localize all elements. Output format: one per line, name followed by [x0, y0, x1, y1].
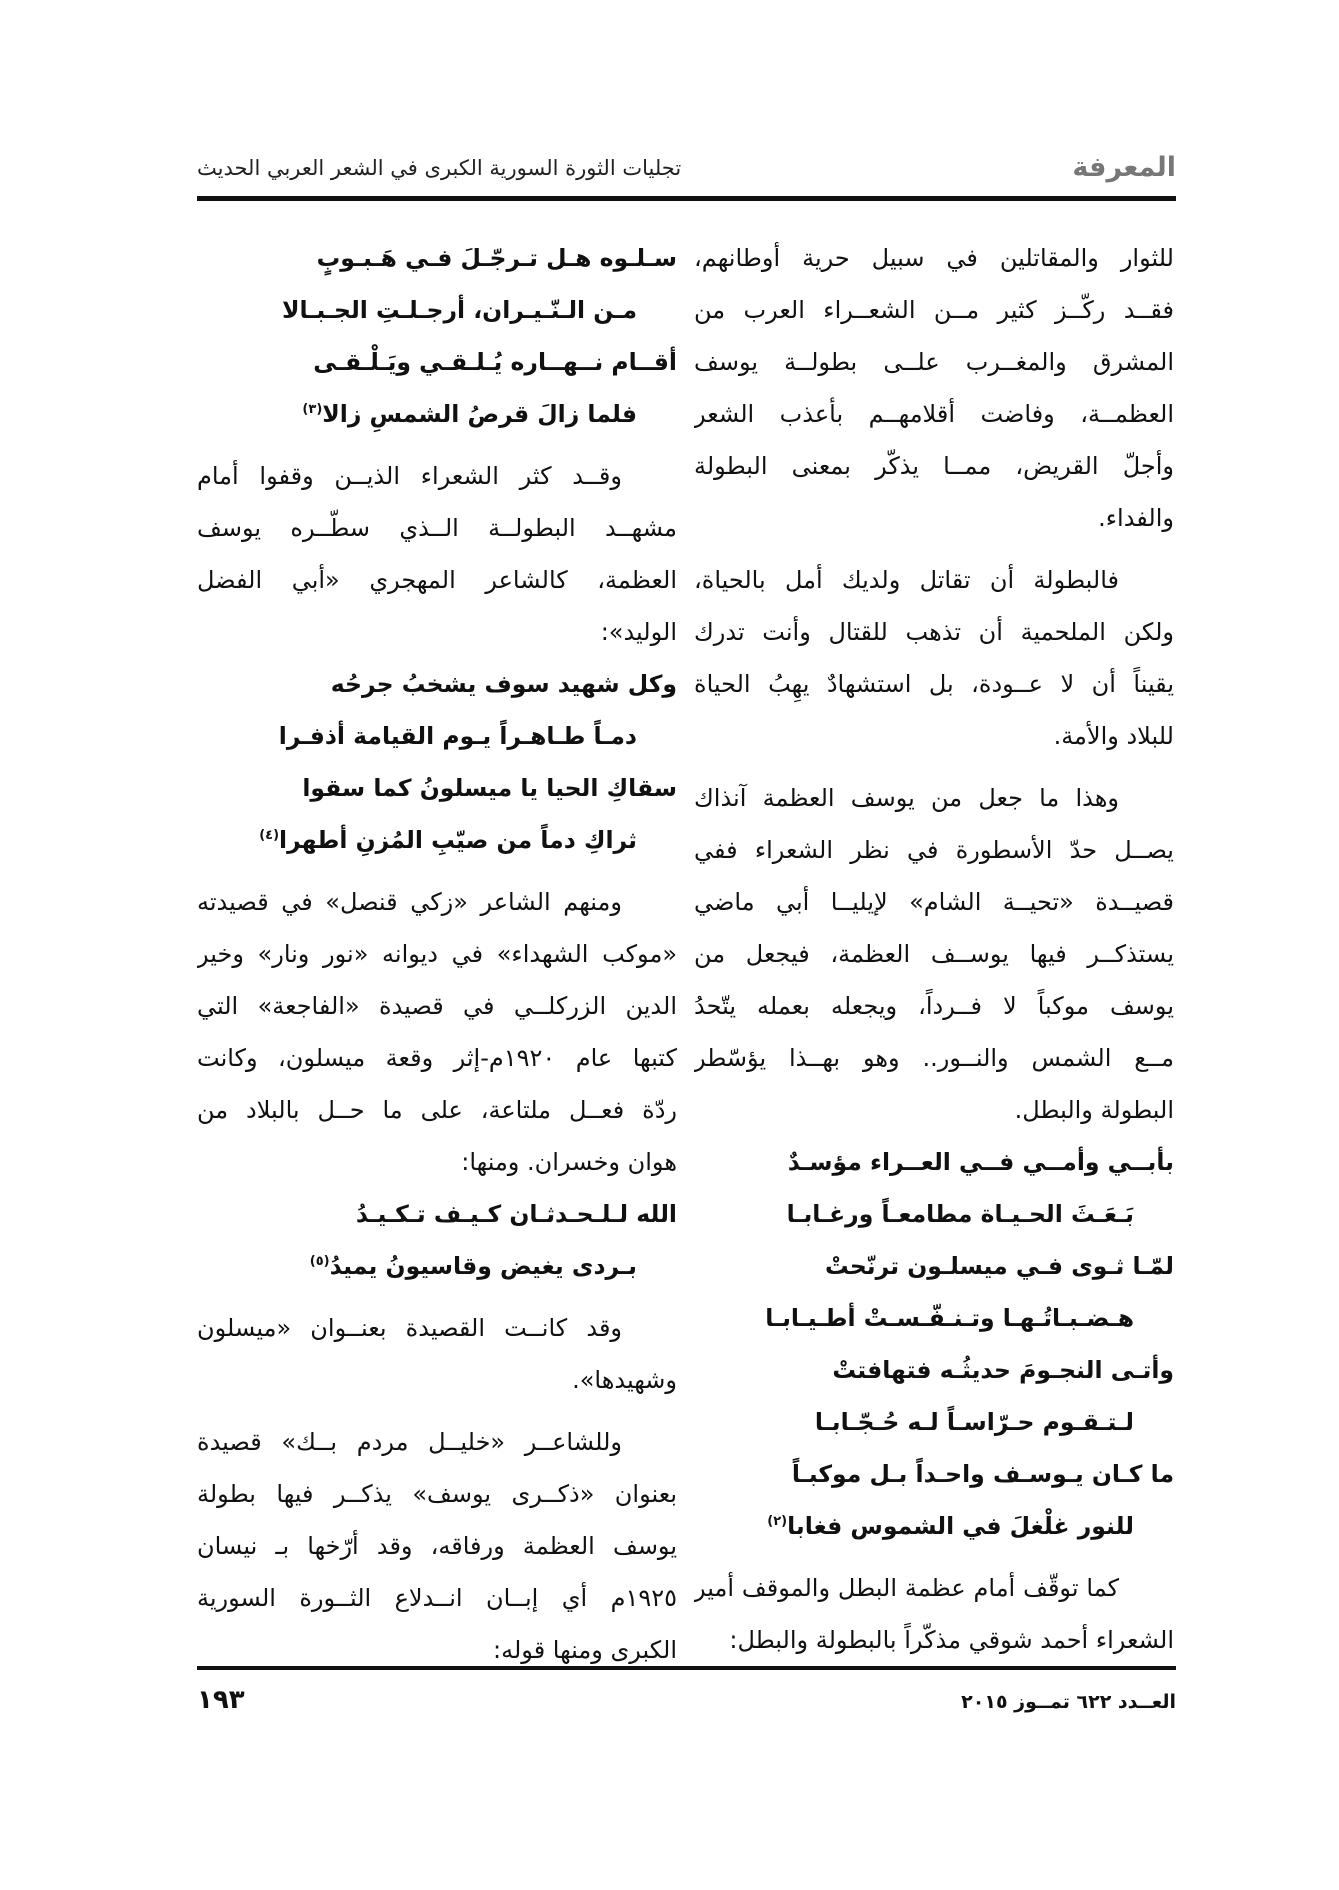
- paragraph-gap: [197, 440, 677, 450]
- line-text: مـن الـنّـيـران، أرجـلـتِ الجـبـالا: [282, 296, 637, 324]
- text-line: [694, 336, 1174, 388]
- verse-line: [694, 1136, 1174, 1188]
- line-text: للبلاد والأمة.: [1053, 722, 1174, 750]
- paragraph-last-line: [197, 1354, 677, 1406]
- line-text: كتبها عام ١٩٢٠م-إثر وقعة ميسلون، وكانت: [197, 1044, 677, 1072]
- line-text: هـضـبـاتُـهـا وتـنـفّـسـتْ أطـيـابـا: [765, 1304, 1134, 1332]
- verse-line: [197, 762, 677, 814]
- line-text: بـردى يغيض وقاسيونُ يميدُ: [329, 1252, 637, 1280]
- text-line: [694, 284, 1174, 336]
- magazine-logo: المعرفة: [1072, 152, 1176, 183]
- line-text: الشعراء أحمد شوقي مذكّراً بالبطولة والبطل:: [729, 1626, 1174, 1654]
- line-text: للثوار والمقاتلين في سبيل حرية أوطانهم،: [694, 244, 1174, 272]
- verse-line: [694, 1396, 1174, 1448]
- line-text: فالبطولة أن تقاتل ولديك أمل بالحياة،: [694, 566, 1119, 594]
- line-text: وشهيدها».: [572, 1366, 677, 1394]
- paragraph-gap: [694, 762, 1174, 772]
- text-line: [694, 440, 1174, 492]
- line-text: وأتـى النجـومَ حديثُـه فتهافتتْ: [832, 1356, 1174, 1384]
- line-text: يوسف العظمة ورفاقه، وقد أرّخها بـ نيسان: [197, 1532, 677, 1560]
- verse-line: [197, 1188, 677, 1240]
- line-text: وللشاعــر «خليــل مردم بــك» قصيدة: [197, 1428, 622, 1456]
- paragraph-last-line: [694, 710, 1174, 762]
- line-text: مشهــد البطولــة الــذي سطّــره يوسف: [197, 514, 677, 542]
- line-text: يوسف موكباً لا فــرداً، ويجعله بعمله يتّحدُ: [694, 992, 1174, 1020]
- line-text: البطولة والبطل.: [1014, 1096, 1174, 1124]
- line-text: دمـاً طـاهـراً يـوم القيامة أذفـرا: [278, 722, 637, 750]
- page-footer: [197, 1677, 1176, 1737]
- line-text: بأبــي وأمــي فــي العــراء مؤسـدٌ: [787, 1148, 1174, 1176]
- line-text: يستذكــر فيها يوســف العظمة، فيجعل من: [694, 940, 1174, 968]
- paragraph-first-line: [694, 1562, 1174, 1614]
- verse-line: [197, 814, 677, 866]
- text-line: [694, 232, 1174, 284]
- text-line: [694, 928, 1174, 980]
- line-text: سـلـوه هـل تـرجّـلَ فـي هَـبـوبٍ: [316, 244, 677, 272]
- line-text: العظمة، كالشاعر المهجري «أبي الفضل: [197, 566, 677, 594]
- verse-line: [197, 1240, 677, 1292]
- text-line: [694, 980, 1174, 1032]
- paragraph-last-line: [694, 1614, 1174, 1666]
- line-text: يصــل حدّ الأسطورة في نظر الشعراء ففي: [694, 836, 1174, 864]
- paragraph-first-line: [197, 1302, 677, 1354]
- line-text: ١٩٢٥م أي إبــان انــدلاع الثــورة السورية: [197, 1584, 677, 1612]
- line-text: بَـعَـثَ الحـيـاة مطامعـاً ورغـابـا: [786, 1200, 1134, 1228]
- verse-line: [694, 1344, 1174, 1396]
- line-text: وقد كانــت القصيدة بعنــوان «ميسلون: [197, 1314, 622, 1342]
- verse-line: [694, 1240, 1174, 1292]
- header-divider: [197, 196, 1176, 201]
- line-text: وكل شهيد سوف يشخبُ جرحُه: [330, 670, 677, 698]
- line-text: وهذا ما جعل من يوسف العظمة آنذاك: [694, 784, 1119, 812]
- verse-line: [197, 388, 677, 440]
- text-line: [197, 1520, 677, 1572]
- paragraph-last-line: [197, 1136, 677, 1188]
- text-line: [197, 1032, 677, 1084]
- line-text: الكبرى ومنها قوله:: [493, 1636, 677, 1664]
- text-line: [197, 554, 677, 606]
- paragraph-gap: [197, 866, 677, 876]
- paragraph-last-line: [197, 606, 677, 658]
- footnote-marker: (٢): [767, 1514, 788, 1530]
- paragraph-first-line: [694, 554, 1174, 606]
- text-line: [694, 876, 1174, 928]
- footer-divider: [197, 1666, 1176, 1670]
- paragraph-gap: [694, 1552, 1174, 1562]
- verse-line: [694, 1448, 1174, 1500]
- line-text: الوليد»:: [600, 618, 677, 646]
- line-text: ولكن الملحمية أن تذهب للقتال وأنت تدرك: [694, 618, 1174, 646]
- issue-info: العــدد ٦٢٢ تمــوز ٢٠١٥: [961, 1691, 1176, 1713]
- line-text: للنور غلْغلَ في الشموس فغابا: [787, 1512, 1134, 1540]
- verse-line: [694, 1188, 1174, 1240]
- line-text: كما توقّف أمام عظمة البطل والموقف أمير: [694, 1574, 1119, 1602]
- line-text: سقاكِ الحيا يا ميسلونُ كما سقوا: [302, 774, 677, 802]
- right-column: [694, 232, 1174, 1666]
- line-text: ومنهم الشاعر «زكي قنصل» في قصيدته: [197, 888, 622, 916]
- line-text: وقــد كثر الشعراء الذيــن وقفوا أمام: [197, 462, 622, 490]
- line-text: مــع الشمس والنــور.. وهو بهــذا يؤسّطر: [694, 1044, 1174, 1072]
- text-line: [197, 928, 677, 980]
- text-line: [197, 502, 677, 554]
- footnote-marker: (٣): [302, 402, 323, 418]
- line-text: قصيــدة «تحيــة الشام» لإيليــا أبي ماضي: [694, 888, 1174, 916]
- verse-line: [197, 336, 677, 388]
- line-text: الله لـلـحـدثـان كـيـف تـكـيـدُ: [355, 1200, 677, 1228]
- text-line: [197, 1084, 677, 1136]
- paragraph-gap: [197, 1292, 677, 1302]
- paragraph-first-line: [197, 876, 677, 928]
- line-text: لمّـا ثـوى فـي ميسلـون ترنّحتْ: [824, 1252, 1174, 1280]
- verse-line: [197, 232, 677, 284]
- text-line: [197, 1572, 677, 1624]
- verse-line: [694, 1500, 1174, 1552]
- line-text: أقــام نــهــاره يُـلـقـي ويَـلْـقـى: [313, 348, 677, 376]
- line-text: «موكب الشهداء» في ديوانه «نور ونار» وخير: [197, 940, 677, 968]
- line-text: والفداء.: [1098, 504, 1174, 532]
- verse-line: [694, 1292, 1174, 1344]
- running-title: تجليات الثورة السورية الكبرى في الشعر العربي الحديث: [197, 156, 682, 180]
- line-text: هوان وخسران. ومنها:: [461, 1148, 677, 1176]
- line-text: وأجلّ القريض، ممــا يذكّر بمعنى البطولة: [694, 452, 1174, 480]
- verse-line: [197, 658, 677, 710]
- line-text: فلما زالَ قرصُ الشمسِ زالا: [322, 400, 637, 428]
- line-text: المشرق والمغــرب علــى بطولــة يوسف: [694, 348, 1174, 376]
- line-text: لـتـقـوم حـرّاسـاً لـه حُـجّـابـا: [814, 1408, 1134, 1436]
- line-text: ردّة فعــل ملتاعة، على ما حــل بالبلاد من: [197, 1096, 677, 1124]
- footnote-marker: (٤): [259, 828, 280, 844]
- left-column: [197, 232, 677, 1676]
- line-text: ما كـان يـوسـف واحـداً بـل موكبـاً: [791, 1460, 1174, 1488]
- line-text: ثراكِ دماً من صيّبِ المُزنِ أطهرا: [279, 826, 637, 854]
- text-line: [694, 388, 1174, 440]
- line-text: فقــد ركّــز كثير مــن الشعــراء العرب من: [694, 296, 1174, 324]
- text-line: [197, 980, 677, 1032]
- text-line: [694, 658, 1174, 710]
- page-number: ١٩٣: [197, 1685, 245, 1715]
- page-header: [197, 150, 1176, 196]
- paragraph-first-line: [694, 772, 1174, 824]
- line-text: الدين الزركلــي في قصيدة «الفاجعة» التي: [197, 992, 677, 1020]
- line-text: بعنوان «ذكــرى يوسف» يذكــر فيها بطولة: [197, 1480, 677, 1508]
- paragraph-first-line: [197, 1416, 677, 1468]
- paragraph-gap: [197, 1406, 677, 1416]
- text-line: [694, 1032, 1174, 1084]
- paragraph-last-line: [694, 492, 1174, 544]
- line-text: يقيناً أن لا عــودة، بل استشهادٌ يهِبُ الحياة: [694, 670, 1174, 698]
- footnote-marker: (٥): [309, 1254, 330, 1270]
- text-line: [694, 606, 1174, 658]
- text-line: [197, 1468, 677, 1520]
- paragraph-last-line: [694, 1084, 1174, 1136]
- verse-line: [197, 284, 677, 336]
- paragraph-gap: [694, 544, 1174, 554]
- line-text: العظمــة، وفاضت أقلامهــم بأعذب الشعر: [694, 400, 1174, 428]
- verse-line: [197, 710, 677, 762]
- paragraph-first-line: [197, 450, 677, 502]
- text-line: [694, 824, 1174, 876]
